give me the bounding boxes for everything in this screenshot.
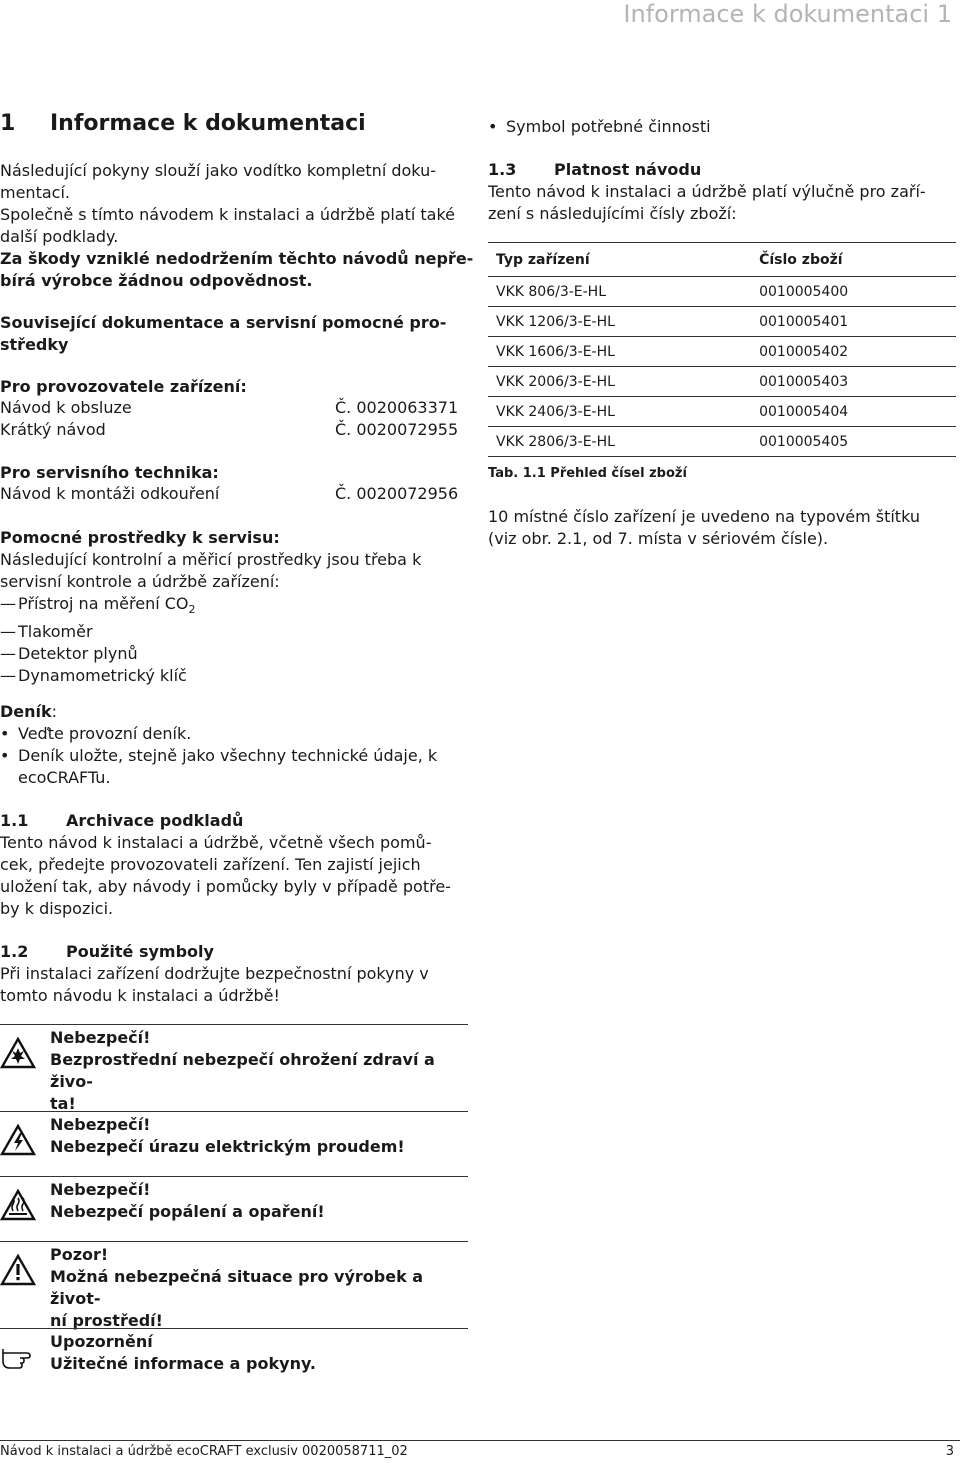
explosion-hazard-icon [0,1037,36,1069]
table-caption: Tab. 1.1 Přehled čísel zboží [488,466,687,481]
table-row [488,277,956,307]
section-1-2-heading [0,941,470,963]
doc-number: Č. 0020063371 [335,398,459,417]
table-row [488,337,956,367]
doc-row [0,398,470,420]
text-line: 10 místné číslo zařízení je uvedeno na typovém štítku [488,507,920,526]
text-line: Tento návod k instalaci a údržbě platí výlučně pro zaří- [488,182,926,201]
text-line: další podklady. [0,227,119,246]
doc-number: Č. 0020072955 [335,420,459,439]
warning-label: Nebezpečí! [50,1115,151,1134]
text-line: by k dispozici. [0,899,114,918]
dash-marker: — [0,594,16,613]
device-type: VKK 2406/3-E-HL [488,397,751,427]
footer-document-title: Návod k instalaci a údržbě ecoCRAFT exclusiv 0020058711_02 [0,1444,408,1459]
text-line: Související dokumentace a servisní pomocné pro- [0,313,447,332]
item-text: Symbol potřebné činnosti [506,117,711,136]
text-line: Při instalaci zařízení dodržujte bezpečnostní pokyny v [0,964,429,983]
warning-text: ní prostředí! [50,1311,163,1330]
warning-text: ta! [50,1094,76,1113]
running-header-title: Informace k dokumentaci 1 [623,0,952,28]
aid-label: Dynamometrický klíč [18,666,187,686]
note-text: Užitečné informace a pokyny. [50,1354,316,1373]
text-line: servisní kontrole a údržbě zařízení: [0,572,280,591]
section-1-heading [0,111,470,136]
logbook-block [0,701,470,789]
table-row [488,367,956,397]
text-line: Následující pokyny slouží jako vodítko kompletní doku- [0,161,436,180]
doc-row [0,484,470,506]
bullet-marker: • [0,724,10,743]
table-row [488,427,956,457]
section-title: Platnost návodu [554,160,702,179]
article-number: 0010005403 [751,367,956,397]
section-number: 1.1 [0,811,29,830]
warning-text: Bezprostřední nebezpečí ohrožení zdraví a živo- [50,1050,435,1091]
warning-danger-electric [0,1111,468,1168]
section-1-1-heading [0,810,470,832]
item-text: Deník uložte, stejně jako všechny technické údaje, k [18,746,438,765]
intro-paragraph [0,160,474,292]
serial-note [488,506,958,550]
section-title: Použité symboly [66,942,214,961]
warning-label: Pozor! [50,1245,109,1264]
device-type: VKK 1206/3-E-HL [488,307,751,337]
subscript: 2 [188,603,196,617]
bullet-marker: • [488,117,498,136]
dash-marker: — [0,644,16,664]
aid-label: Detektor plynů [18,644,138,664]
bullet-marker: • [0,746,10,765]
logbook-label: Deník [0,702,52,721]
service-aids [0,527,470,687]
page-number: 3 [945,1444,954,1459]
caution-icon [0,1254,36,1286]
doc-row [0,420,470,442]
product-table-wrap [488,242,958,457]
table-row [488,307,956,337]
section-1-1 [0,810,470,920]
warning-label: Nebezpečí! [50,1180,151,1199]
related-docs-heading [0,312,470,356]
text-line: tomto návodu k instalaci a údržbě! [0,986,280,1005]
dash-marker: — [0,666,16,686]
article-number: 0010005404 [751,397,956,427]
device-type: VKK 1606/3-E-HL [488,337,751,367]
device-type: VKK 806/3-E-HL [488,277,751,307]
aid-item [0,665,470,687]
doc-number: Č. 0020072956 [335,484,459,503]
article-number: 0010005401 [751,307,956,337]
aid-label: Tlakoměr [18,622,93,642]
device-type: VKK 2806/3-E-HL [488,427,751,457]
section-number: 1.3 [488,160,517,179]
warning-danger-burn [0,1176,468,1233]
logbook-item [0,745,470,767]
article-number: 0010005402 [751,337,956,367]
technician-heading: Pro servisního technika: [0,463,219,482]
operator-docs [0,376,470,442]
text-line: Následující kontrolní a měřicí prostředky jsou třeba k [0,550,422,569]
section-1-2 [0,941,470,1007]
text-line: mentací. [0,183,70,202]
warning-danger-explosion [0,1024,468,1113]
aids-heading: Pomocné prostředky k servisu: [0,528,280,547]
liability-line: bírá výrobce žádnou odpovědnost. [0,271,313,290]
warning-text: Nebezpečí úrazu elektrickým proudem! [50,1137,405,1156]
section-1-3-heading [488,159,958,181]
text-line: středky [0,335,69,354]
aid-label: Přístroj na měření CO [18,594,189,613]
section-title: Archivace podkladů [66,811,244,830]
operator-heading: Pro provozovatele zařízení: [0,377,247,396]
aid-item [0,621,470,643]
table-header-row [488,243,956,277]
text-line: (viz obr. 2.1, od 7. místa v sériovém čísle). [488,529,829,548]
section-title: Informace k dokumentaci [50,111,366,136]
product-table [488,242,956,457]
dash-marker: — [0,622,16,642]
doc-name: Návod k montáži odkouření [0,484,220,503]
article-number: 0010005400 [751,277,956,307]
section-1-3 [488,159,958,225]
item-text-cont: ecoCRAFTu. [18,768,111,787]
text-line: cek, předejte provozovateli zařízení. Ten zajistí jejich [0,855,421,874]
warning-caution [0,1241,468,1330]
table-header: Číslo zboží [751,243,956,277]
text-line: Společně s tímto návodem k instalaci a údržbě platí také [0,205,456,224]
note-hint [0,1328,468,1385]
aid-item [0,593,470,621]
symbol-item [488,116,958,138]
note-label: Upozornění [50,1332,153,1351]
table-header: Typ zařízení [488,243,751,277]
pointing-hand-icon [0,1341,40,1373]
section-number: 1.2 [0,942,29,961]
electric-hazard-icon [0,1124,36,1156]
logbook-colon: : [51,702,58,721]
logbook-item [0,723,470,745]
liability-line: Za škody vzniklé nedodržením těchto návodů nepře- [0,249,474,268]
text-line: uložení tak, aby návody i pomůcky byly v případě potře- [0,877,451,896]
device-type: VKK 2006/3-E-HL [488,367,751,397]
technician-docs [0,462,470,506]
text-line: zení s následujícími čísly zboží: [488,204,737,223]
article-number: 0010005405 [751,427,956,457]
doc-name: Návod k obsluze [0,398,132,417]
warning-text: Možná nebezpečná situace pro výrobek a život- [50,1267,424,1308]
section-number: 1 [0,111,16,136]
table-row [488,397,956,427]
text-line: Tento návod k instalaci a údržbě, včetně všech pomů- [0,833,432,852]
warning-label: Nebezpečí! [50,1028,151,1047]
hot-surface-icon [0,1189,36,1221]
warning-text: Nebezpečí popálení a opaření! [50,1202,325,1221]
item-text: Veďte provozní deník. [18,724,192,743]
page-footer [0,1440,960,1463]
doc-name: Krátký návod [0,420,106,439]
aid-item [0,643,470,665]
